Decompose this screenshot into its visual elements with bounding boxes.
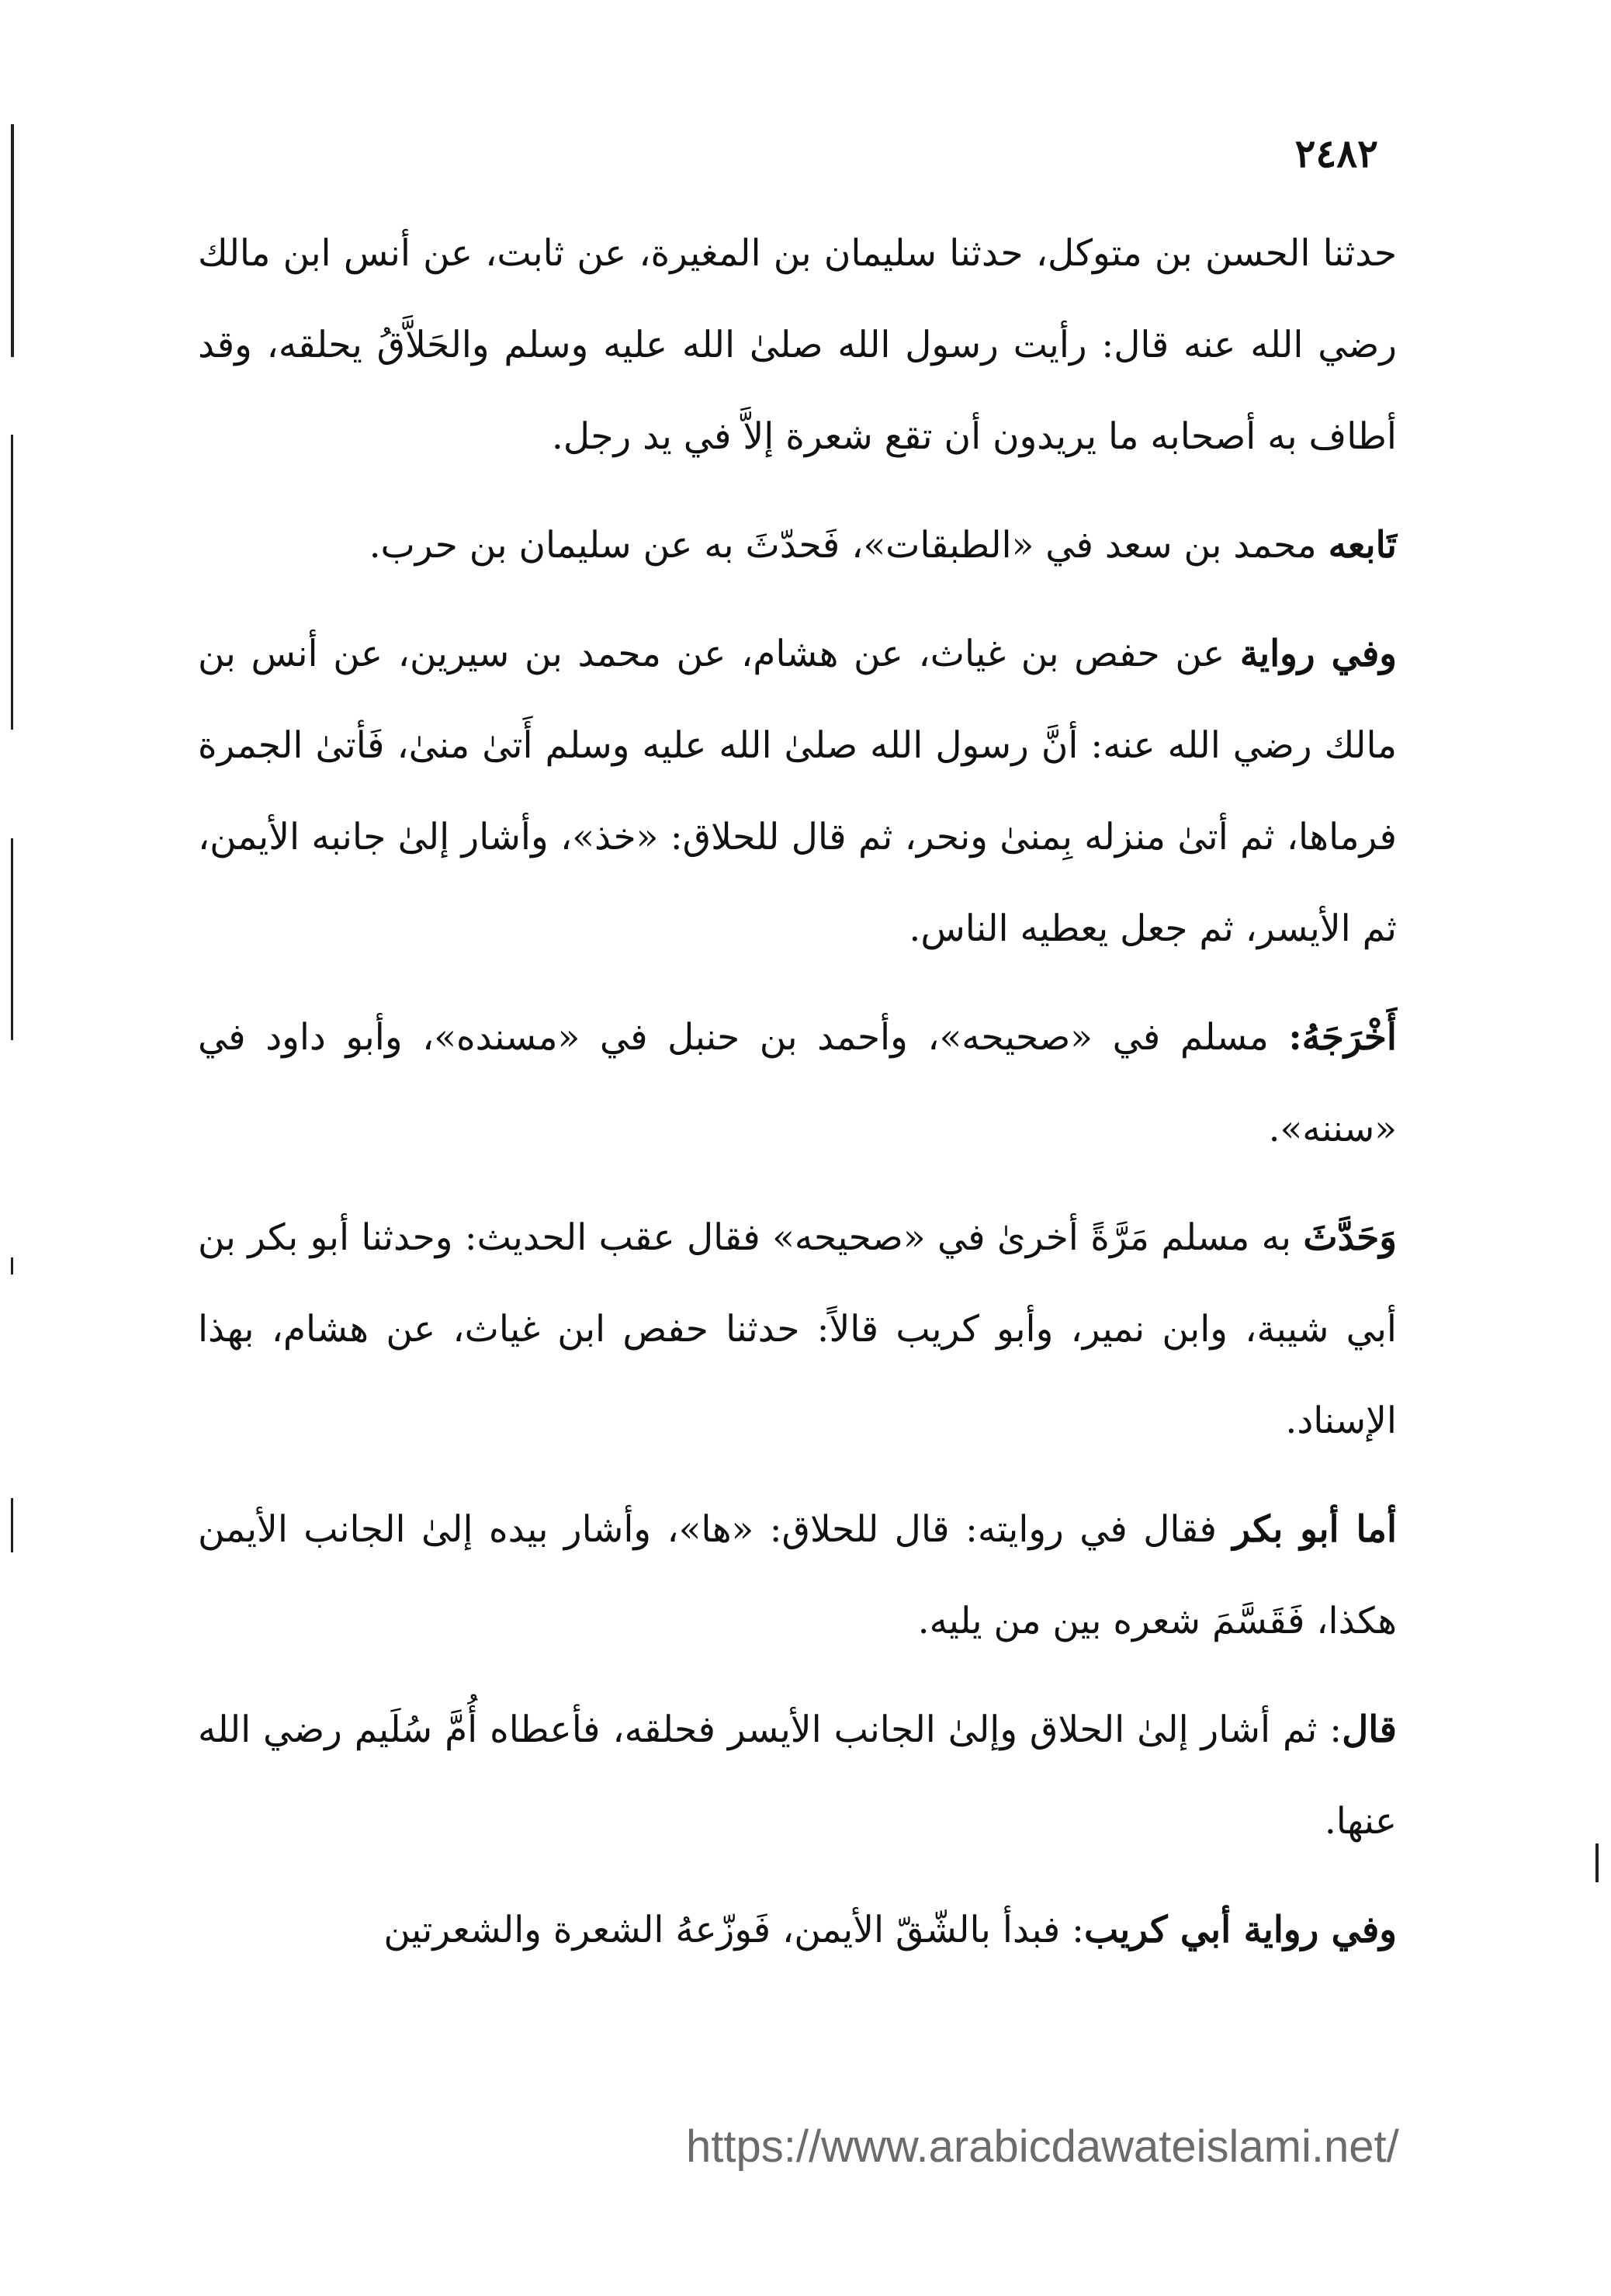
paragraph-text: محمد بن سعد في «الطبقات»، فَحدّثَ به عن سليمان بن حرب. [369,524,1329,567]
scan-edge-mark [1595,1843,1599,1882]
paragraph-text: : فبدأ بالشّقّ الأيمن، فَوزّعهُ الشعرة والشعرتين [383,1909,1084,1951]
page-body [198,208,1397,1976]
paragraph [198,992,1397,1175]
paragraph-text: عن حفص بن غياث، عن هشام، عن محمد بن سيرين، عن أنس بن مالك رضي الله عنه: أنَّ رسول الله صلىٰ الله عليه وسلم أَتىٰ منىٰ، فَأتىٰ الجمرة فرماها، ثم أتىٰ منزله بِمنىٰ ونحر، ثم قال للحلاق: «خذ»، وأشار إلىٰ جانبه الأيمن، ثم الأيسر، ثم جعل يعطيه الناس. [198,633,1397,950]
paragraph-lead: وفي رواية [1239,633,1397,675]
paragraph-lead: وفي رواية أبي كريب [1083,1909,1397,1951]
page-number: ٢٤٨٢ [1294,130,1378,176]
paragraph-lead: وَحَدَّثَ [1303,1216,1397,1259]
paragraph-text: : ثم أشار إلىٰ الحلاق وإلىٰ الجانب الأيسر فحلقه، فأعطاه أُمَّ سُلَيم رضي الله عنها. [198,1708,1397,1843]
scan-edge-mark [11,838,13,1040]
paragraph [198,208,1397,483]
paragraph-text: به مسلم مَرَّةً أخرىٰ في «صحيحه» فقال عقب الحديث: وحدثنا أبو بكر بن أبي شيبة، وابن نمير، وأبو كريب قالاً: حدثنا حفص ابن غياث، عن هشام، بهذا الإسناد. [198,1216,1397,1442]
paragraph-text: فقال في روايته: قال للحلاق: «ها»، وأشار بيده إلىٰ الجانب الأيمن هكذا، فَقَسَّمَ شعره بين من يليه. [198,1508,1397,1642]
paragraph [198,609,1397,975]
paragraph [198,500,1397,591]
scan-edge-mark [11,124,14,357]
paragraph-text: مسلم في «صحيحه»، وأحمد بن حنبل في «مسنده»، وأبو داود في «سننه». [198,1016,1397,1150]
paragraph [198,1192,1397,1467]
scan-edge-mark [11,435,13,730]
paragraph-lead: تَابعه [1328,524,1397,567]
paragraph-lead: أَخْرَجَهُ: [1288,1016,1397,1059]
scan-edge-mark [11,1257,13,1275]
paragraph [198,1484,1397,1667]
watermark-url: https://www.arabicdawateislami.net/ [686,2121,1399,2172]
paragraph-lead: أما أبو بكر [1232,1508,1398,1551]
scan-edge-mark [11,1498,13,1552]
paragraph-lead: قال [1342,1708,1397,1751]
paragraph [198,1885,1397,1976]
paragraph [198,1684,1397,1868]
paragraph-text: حدثنا الحسن بن متوكل، حدثنا سليمان بن المغيرة، عن ثابت، عن أنس ابن مالك رضي الله عنه قال: رأيت رسول الله صلىٰ الله عليه وسلم والحَلاَّقُ يحلقه، وقد أطاف به أصحابه ما يريدون أن تقع شعرة إلاَّ في يد رجل. [198,232,1397,458]
